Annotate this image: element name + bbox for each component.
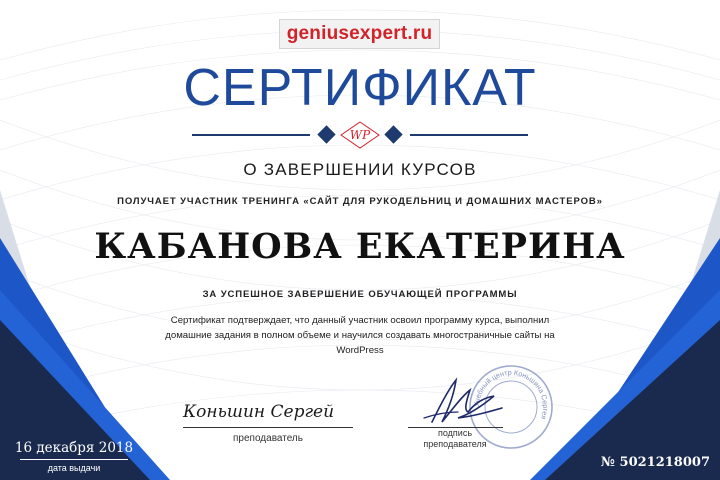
handwritten-signature	[418, 372, 506, 434]
completion-line: ЗА УСПЕШНОЕ ЗАВЕРШЕНИЕ ОБУЧАЮЩЕЙ ПРОГРАММЫ	[202, 289, 518, 300]
certificate-subtitle: О ЗАВЕРШЕНИИ КУРСОВ	[243, 160, 477, 179]
certificate-title: СЕРТИФИКАТ	[183, 59, 537, 117]
signature-caption-line2: преподавателя	[423, 439, 487, 449]
signature-caption-line1: подпись	[437, 428, 473, 438]
teacher-name: Коньшин Сергей	[183, 402, 335, 422]
issue-date-line	[20, 459, 128, 460]
issue-date-caption: дата выдачи	[47, 463, 101, 473]
signature-caption	[405, 428, 505, 450]
certificate-number: № 5021218007	[600, 455, 710, 470]
wp-emblem-text: WP	[349, 128, 371, 142]
recipient-name: КАБАНОВА ЕКАТЕРИНА	[94, 226, 626, 267]
issue-date: 16 декабря 2018	[14, 440, 134, 456]
receives-line: ПОЛУЧАЕТ УЧАСТНИК ТРЕНИНГА «САЙТ ДЛЯ РУКОДЕЛЬНИЦ И ДОМАШНИХ МАСТЕРОВ»	[117, 196, 603, 207]
wp-emblem	[339, 121, 381, 149]
teacher-caption: преподаватель	[233, 433, 303, 444]
stamp-text: Учебный центр Коньшина Сергея	[471, 367, 551, 421]
divider-line-left	[192, 134, 310, 136]
certificate-description: Сертификат подтверждает, что данный участник освоил программу курса, выполнил домашние задания в полном объеме и научился создавать многостраничные сайты на WordPress	[165, 315, 555, 356]
divider-line-right	[410, 134, 528, 136]
teacher-name-line	[183, 427, 353, 428]
site-badge: geniusexpert.ru	[279, 19, 440, 49]
